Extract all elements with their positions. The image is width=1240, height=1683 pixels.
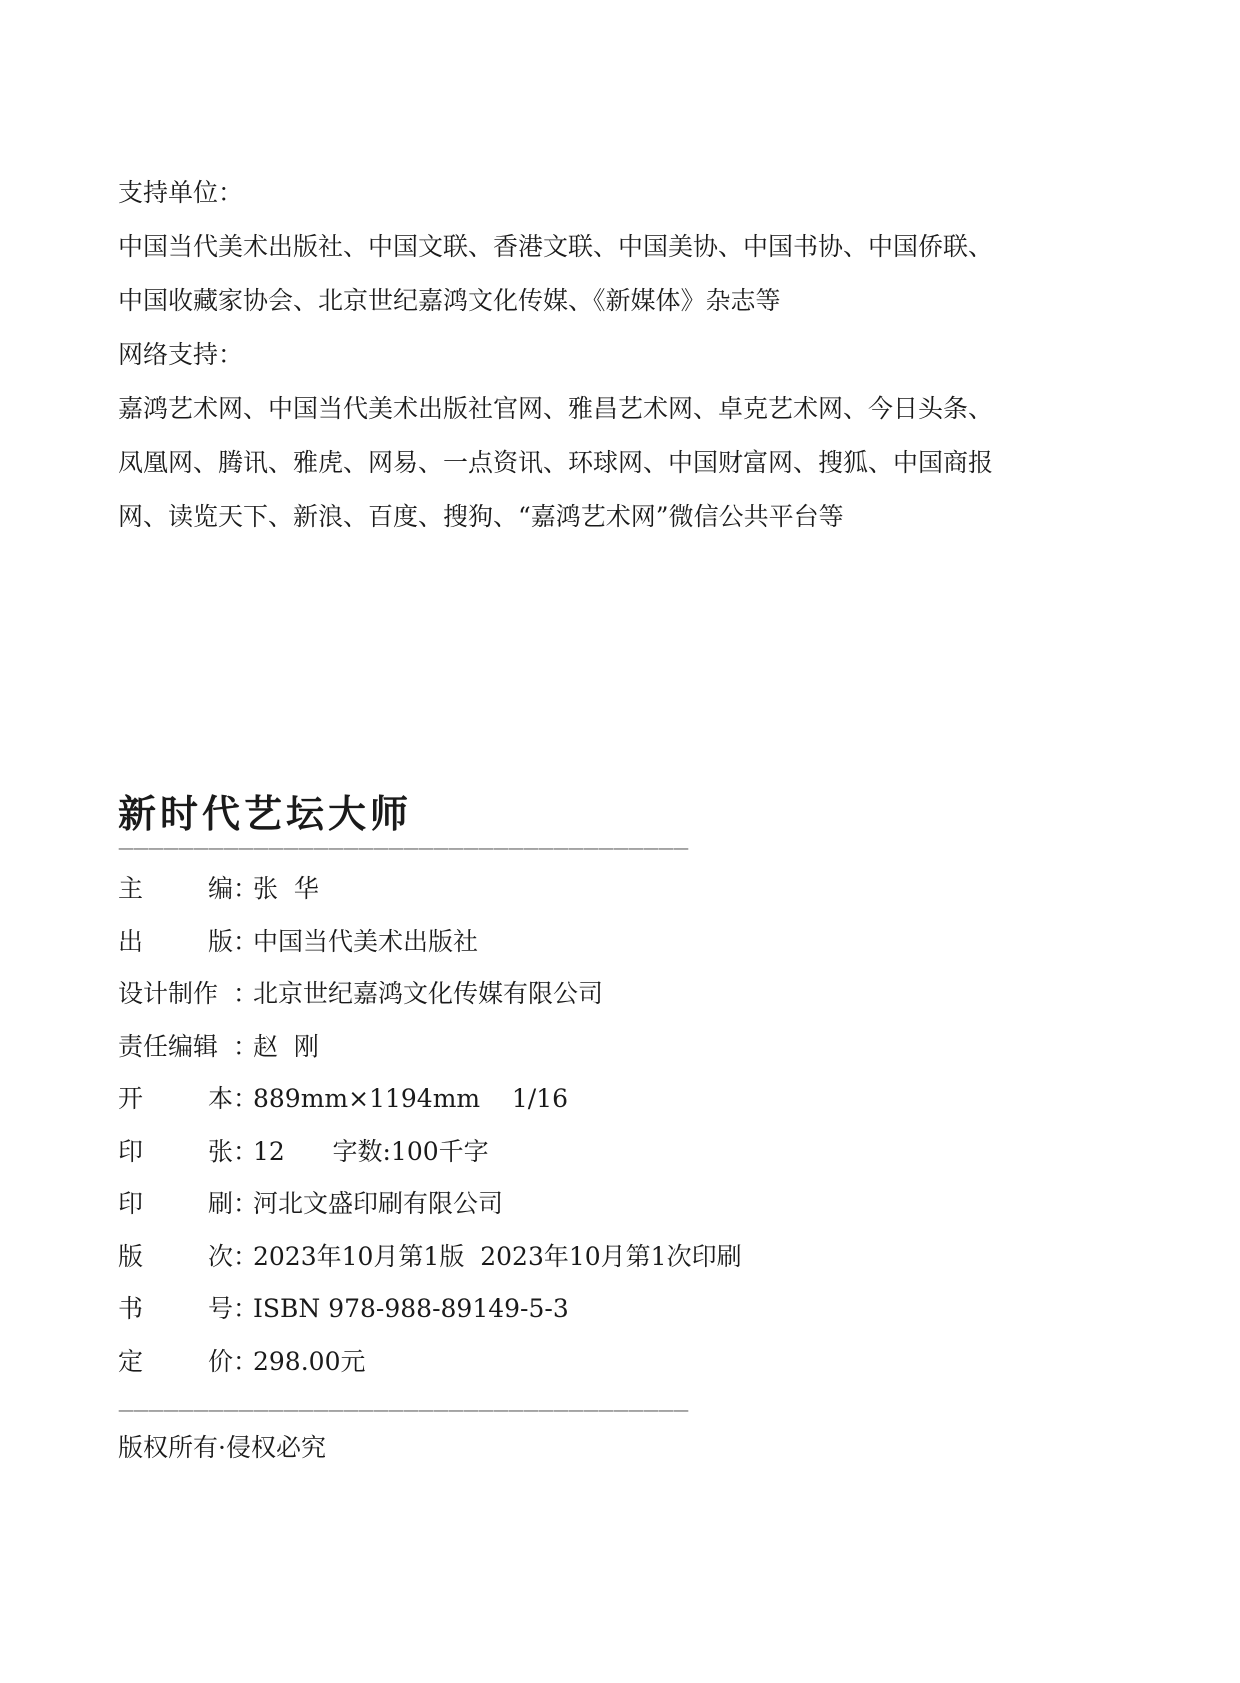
info-label: 定 价 [118,1346,233,1376]
support-units-line-2: 中国收藏家协会、北京世纪嘉鸿文化传媒、《新媒体》杂志等 [118,286,781,315]
info-value: 北京世纪嘉鸿文化传媒有限公司 [253,979,604,1008]
network-heading: 网络支持： [118,340,244,369]
info-value: 中国当代美术出版社 [253,926,479,956]
info-row-sheets: 印 张 ： 12 字数:100千字 [118,1126,878,1179]
info-label: 印 张 [118,1136,233,1166]
info-value: 298.00元 [253,1346,366,1376]
info-row-responsible-editor: 责任编辑 ： 赵 刚 [118,1021,878,1074]
network-line-3: 网、读览天下、新浪、百度、搜狗、“嘉鸿艺术网”微信公共平台等 [118,502,844,531]
info-value: 12 字数:100千字 [253,1136,489,1166]
info-label: 书 号 [118,1294,233,1323]
support-units-line-1: 中国当代美术出版社、中国文联、香港文联、中国美协、中国书协、中国侨联、 [118,232,994,261]
info-value: 张 华 [253,874,319,903]
info-row-format: 开 本 ： 889mm×1194mm 1/16 [118,1073,878,1126]
book-title: 新时代艺坛大师 [118,792,413,836]
info-label: 版 次 [118,1241,233,1271]
title-divider: —————————————————————————————————————— [118,838,688,857]
info-row-isbn: 书 号 ： ISBN 978-988-89149-5-3 [118,1283,878,1336]
info-value: 赵 刚 [253,1031,319,1061]
bottom-divider: —————————————————————————————————————— [118,1400,688,1419]
info-row-printer: 印 刷 ： 河北文盛印刷有限公司 [118,1178,878,1231]
copyright-notice: 版权所有·侵权必究 [118,1433,326,1462]
info-value: 河北文盛印刷有限公司 [253,1189,504,1218]
info-row-edition: 版 次 ： 2023年10月第1版 2023年10月第1次印刷 [118,1231,878,1284]
info-label: 责任编辑 [118,1031,219,1061]
colophon-section [118,790,878,1472]
support-heading: 支持单位： [118,178,244,207]
info-value: 2023年10月第1版 2023年10月第1次印刷 [253,1241,742,1271]
info-row-price: 定 价 ： 298.00元 [118,1336,878,1389]
info-label: 开 本 [118,1084,233,1113]
network-line-2: 凤凰网、腾讯、雅虎、网易、一点资讯、环球网、中国财富网、搜狐、中国商报 [118,448,994,477]
info-row-design: 设计制作 ： 北京世纪嘉鸿文化传媒有限公司 [118,968,878,1021]
publication-info [118,863,878,1388]
info-row-chief-editor: 主 编 ： 张 华 [118,863,878,916]
info-value: 889mm×1194mm 1/16 [253,1084,569,1113]
network-line-1: 嘉鸿艺术网、中国当代美术出版社官网、雅昌艺术网、卓克艺术网、今日头条、 [118,394,994,423]
info-label: 印 刷 [118,1189,233,1218]
support-section [118,166,1128,544]
info-value: ISBN 978-988-89149-5-3 [253,1294,569,1323]
info-label: 主 编 [118,874,233,903]
info-row-publisher: 出 版 ： 中国当代美术出版社 [118,916,878,969]
info-label: 出 版 [118,926,233,956]
info-label: 设计制作 [118,979,219,1008]
